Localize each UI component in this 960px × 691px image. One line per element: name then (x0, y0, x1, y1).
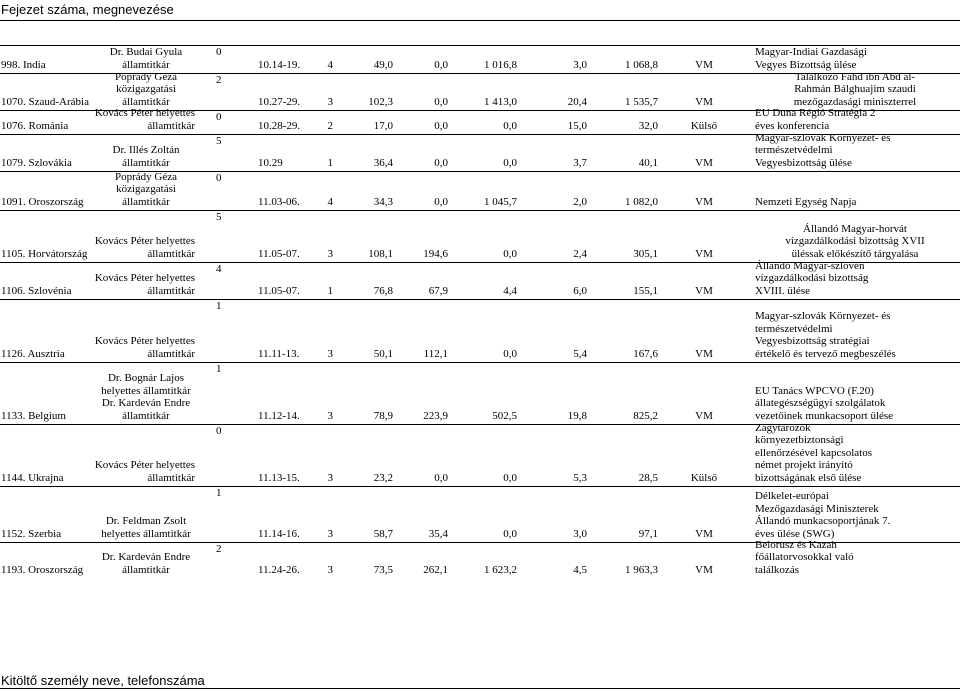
v3-cell: 0,0 (503, 120, 517, 132)
type-cell: VM (695, 285, 713, 297)
v4-cell: 3,0 (573, 528, 587, 540)
event-line: bizottságának első ülése (755, 471, 862, 484)
person-line: Dr. Budai Gyula (109, 46, 183, 58)
event-line: XVIII. ülése (755, 284, 810, 297)
days-cell: 3 (327, 96, 333, 108)
event-line: Magyar-szlovák Környezet- és (755, 131, 891, 144)
person-cell (94, 335, 195, 360)
table-row (0, 538, 960, 578)
country-cell: 1144. Ukrajna (1, 472, 64, 484)
v5-cell: 305,1 (633, 248, 658, 260)
date-cell: 11.14-16. (258, 528, 300, 540)
days-cell: 3 (327, 348, 333, 360)
person-line: Kovács Péter helyettes (94, 107, 195, 119)
v3-cell: 1 623,2 (484, 564, 517, 576)
person-line: államtitkár (122, 95, 170, 108)
person-line: Kovács Péter helyettes (94, 459, 195, 471)
v4-cell: 2,0 (573, 196, 587, 208)
person-line: Dr. Illés Zoltán (112, 144, 180, 156)
v3-cell: 1 413,0 (484, 96, 517, 108)
event-cell (755, 46, 955, 71)
country-cell: 1076. Románia (1, 120, 69, 132)
person-line: Poprády Géza (114, 170, 177, 183)
event-line: Állandó munkacsoportjának 7. (755, 515, 891, 527)
event-line: találkozás (755, 563, 799, 576)
v2-cell: 223,9 (423, 410, 448, 422)
country-cell: 1126. Ausztria (1, 348, 65, 360)
person-line: helyettes államtitkár (101, 527, 191, 540)
days-cell: 3 (327, 564, 333, 576)
row-divider (0, 299, 960, 300)
person-line: államtitkár (122, 58, 170, 71)
v2-cell: 112,1 (423, 348, 448, 360)
contact-person-label: Kitöltő személy neve, telefonszáma (1, 673, 205, 688)
v5-cell: 1 082,0 (625, 196, 658, 208)
v1-cell: 78,9 (373, 410, 393, 422)
v5-cell: 1 068,8 (625, 59, 658, 71)
person-cell (97, 372, 195, 422)
person-line: államtitkár (147, 247, 195, 260)
v1-cell: 17,0 (373, 120, 393, 132)
person-line: államtitkár (147, 471, 195, 484)
country-cell: 1070. Szaud-Arábia (1, 96, 89, 108)
v5-cell: 97,1 (638, 528, 658, 540)
delegates-cell: 0 (216, 111, 222, 123)
person-line: Dr. Feldman Zsolt (105, 515, 187, 527)
date-cell: 11.03-06. (258, 196, 300, 208)
v2-cell: 0,0 (434, 59, 448, 71)
v5-cell: 40,1 (638, 157, 658, 169)
date-cell: 10.29 (258, 157, 283, 169)
event-line: Zagytározók (755, 421, 811, 434)
v1-cell: 76,8 (373, 285, 393, 297)
table-row (0, 131, 960, 171)
days-cell: 3 (327, 248, 333, 260)
event-line: vezetőinek munkacsoport ülése (755, 409, 894, 422)
event-line: Magyar-Indiai Gazdasági (755, 46, 867, 58)
event-line: Állandó Magyar-horvát (803, 222, 907, 235)
event-line: ellenőrzésével kapcsolatos (755, 446, 872, 459)
delegates-cell: 0 (216, 46, 222, 58)
v2-cell: 262,1 (423, 564, 448, 576)
person-cell (97, 46, 195, 71)
event-line: természetvédelmi (755, 322, 833, 335)
country-cell: 1106. Szlovénia (1, 285, 72, 297)
person-line: államtitkár (122, 563, 170, 576)
country-cell: 1079. Szlovákia (1, 157, 72, 169)
v4-cell: 15,0 (567, 120, 587, 132)
event-line: Állandó Magyar-szlovén (755, 259, 865, 272)
event-line: értékelő és tervező megbeszélés (755, 347, 896, 360)
v3-cell: 0,0 (503, 248, 517, 260)
event-line: Rahmán Bálghuajim szaudi (794, 83, 916, 95)
event-cell (755, 223, 955, 261)
event-cell (755, 107, 955, 132)
person-cell (94, 459, 195, 484)
person-line: Dr. Kardeván Endre (101, 551, 191, 563)
person-cell (97, 171, 195, 209)
person-cell (97, 71, 195, 109)
person-line: közigazgatási (116, 183, 176, 195)
row-divider (0, 210, 960, 211)
person-line: államtitkár (147, 347, 195, 360)
v1-cell: 34,3 (373, 196, 393, 208)
type-cell: VM (695, 348, 713, 360)
event-line: Mezőgazdasági Miniszterek (755, 502, 879, 515)
event-cell (755, 132, 955, 170)
v2-cell: 0,0 (434, 96, 448, 108)
event-line: vízgazdálkodási bizottság XVII (785, 235, 925, 247)
event-line: üléssak előkészítő tárgyalása (791, 247, 919, 260)
v2-cell: 0,0 (434, 196, 448, 208)
v5-cell: 28,5 (638, 472, 658, 484)
date-cell: 11.11-13. (258, 348, 300, 360)
person-cell (94, 272, 195, 297)
v4-cell: 3,0 (573, 59, 587, 71)
table-row (0, 45, 960, 73)
delegates-cell: 1 (216, 363, 222, 375)
table-row (0, 210, 960, 262)
date-cell: 10.14-19. (258, 59, 301, 71)
date-cell: 11.05-07. (258, 285, 300, 297)
v3-cell: 0,0 (503, 348, 517, 360)
row-divider (0, 486, 960, 487)
event-line: Találkozó Fahd ibn Abd al- (794, 70, 916, 83)
v3-cell: 502,5 (492, 410, 517, 422)
event-line: mezőgazdasági miniszterrel (793, 95, 917, 108)
delegates-cell: 0 (216, 425, 222, 437)
v5-cell: 167,6 (633, 348, 658, 360)
days-cell: 3 (327, 410, 333, 422)
delegates-cell: 5 (216, 211, 222, 223)
days-cell: 4 (327, 59, 333, 71)
v2-cell: 0,0 (434, 472, 448, 484)
v1-cell: 50,1 (373, 348, 393, 360)
person-line: Poprády Géza (114, 70, 177, 83)
v1-cell: 73,5 (373, 564, 393, 576)
event-line: környezetbiztonsági (755, 434, 844, 446)
event-line: Belorusz és Kazah (755, 538, 837, 551)
v4-cell: 5,3 (573, 472, 587, 484)
days-cell: 1 (327, 285, 333, 297)
event-line: német projekt irányító (755, 459, 853, 471)
type-cell: VM (695, 248, 713, 260)
v2-cell: 67,9 (428, 285, 448, 297)
v5-cell: 825,2 (633, 410, 658, 422)
event-cell (755, 385, 955, 423)
event-cell (755, 71, 955, 109)
delegates-cell: 4 (216, 263, 222, 275)
person-line: közigazgatási (116, 83, 176, 95)
v4-cell: 5,4 (573, 348, 587, 360)
type-cell: Külső (690, 120, 718, 132)
person-line: helyettes államtitkár (101, 384, 191, 397)
person-cell (94, 235, 195, 260)
person-line: államtitkár (122, 409, 170, 422)
v2-cell: 0,0 (434, 157, 448, 169)
table-row (0, 299, 960, 362)
person-line: Kovács Péter helyettes (94, 235, 195, 247)
type-cell: VM (695, 528, 713, 540)
v5-cell: 1 535,7 (625, 96, 658, 108)
type-cell: Külső (690, 472, 718, 484)
type-cell: VM (695, 157, 713, 169)
v3-cell: 1 016,8 (484, 59, 517, 71)
v4-cell: 20,4 (567, 96, 587, 108)
v1-cell: 23,2 (373, 472, 393, 484)
person-line: államtitkár (147, 284, 195, 297)
person-line: Kovács Péter helyettes (94, 272, 195, 284)
event-line: Délkelet-európai (755, 490, 829, 502)
person-line: Kovács Péter helyettes (94, 335, 195, 347)
person-cell (97, 551, 195, 576)
v3-cell: 4,4 (503, 285, 517, 297)
v1-cell: 36,4 (373, 157, 393, 169)
event-line: főállatorvosokkal való (755, 551, 854, 563)
v5-cell: 1 963,3 (625, 564, 658, 576)
table-row (0, 259, 960, 299)
table-row (0, 107, 960, 134)
v4-cell: 2,4 (573, 248, 587, 260)
event-cell (755, 422, 955, 485)
table-row (0, 70, 960, 110)
country-cell: 1193. Oroszország (1, 564, 84, 576)
delegates-cell: 0 (216, 172, 222, 184)
event-cell (755, 260, 955, 298)
delegates-cell: 1 (216, 487, 222, 499)
person-line: államtitkár (122, 156, 170, 169)
days-cell: 2 (327, 120, 333, 132)
days-cell: 3 (327, 528, 333, 540)
v2-cell: 0,0 (434, 120, 448, 132)
v2-cell: 35,4 (428, 528, 448, 540)
days-cell: 3 (327, 472, 333, 484)
date-cell: 10.27-29. (258, 96, 301, 108)
delegates-cell: 2 (216, 74, 222, 86)
country-cell: 1152. Szerbia (1, 528, 62, 540)
event-line: Vegyesbizottság stratégiai (755, 335, 870, 347)
event-line: Vegyesbizottság ülése (755, 156, 852, 169)
delegates-cell: 5 (216, 135, 222, 147)
table-row (0, 486, 960, 542)
country-cell: 1091. Oroszország (1, 196, 84, 208)
event-cell (755, 539, 955, 577)
person-cell (94, 107, 195, 132)
event-line: állategészségügyi szolgálatok (755, 397, 886, 409)
table-row (0, 171, 960, 210)
person-line: Dr. Kardeván Endre (101, 397, 191, 409)
chapter-title: Fejezet száma, megnevezése (1, 2, 174, 17)
event-line: Vegyes Bizottság ülése (755, 58, 857, 71)
person-cell (97, 515, 195, 540)
v4-cell: 19,8 (567, 410, 587, 422)
v3-cell: 0,0 (503, 157, 517, 169)
person-line: államtitkár (147, 119, 195, 132)
v3-cell: 0,0 (503, 472, 517, 484)
delegates-cell: 2 (216, 543, 222, 555)
table-row (0, 362, 960, 424)
date-cell: 11.05-07. (258, 248, 300, 260)
days-cell: 4 (327, 196, 333, 208)
event-line: természetvédelmi (755, 144, 833, 156)
type-cell: VM (695, 96, 713, 108)
type-cell: VM (695, 410, 713, 422)
v5-cell: 32,0 (638, 120, 658, 132)
v1-cell: 108,1 (368, 248, 393, 260)
footer-divider (0, 688, 960, 689)
event-line: Nemzeti Egység Napja (755, 195, 857, 208)
delegates-cell: 1 (216, 300, 222, 312)
v5-cell: 155,1 (633, 285, 658, 297)
event-line: Magyar-szlovák Környezet- és (755, 310, 891, 322)
row-divider (0, 362, 960, 363)
event-cell (755, 310, 955, 360)
event-line: éves konferencia (755, 119, 830, 132)
v4-cell: 4,5 (573, 564, 587, 576)
event-cell (755, 490, 955, 540)
event-line: éves ülése (SWG) (755, 527, 835, 540)
date-cell: 11.24-26. (258, 564, 300, 576)
person-line: államtitkár (122, 195, 170, 208)
person-cell (97, 144, 195, 169)
v1-cell: 102,3 (368, 96, 393, 108)
country-cell: 1105. Horvátország (1, 248, 88, 260)
v3-cell: 0,0 (503, 528, 517, 540)
v4-cell: 3,7 (573, 157, 587, 169)
person-line: Dr. Bognár Lajos (107, 372, 185, 384)
event-line: EU Tanács WPCVO (F.20) (755, 384, 874, 397)
type-cell: VM (695, 59, 713, 71)
v1-cell: 58,7 (373, 528, 393, 540)
v1-cell: 49,0 (373, 59, 393, 71)
event-line: vízgazdálkodási bizottság (755, 272, 869, 284)
event-cell (755, 196, 955, 209)
v3-cell: 1 045,7 (484, 196, 517, 208)
type-cell: VM (695, 564, 713, 576)
date-cell: 11.12-14. (258, 410, 300, 422)
country-cell: 1133. Belgium (1, 410, 66, 422)
v2-cell: 194,6 (423, 248, 448, 260)
date-cell: 10.28-29. (258, 120, 301, 132)
days-cell: 1 (327, 157, 333, 169)
table-row (0, 421, 960, 486)
event-line: EU Duna Régió Stratégia 2 (755, 107, 876, 119)
type-cell: VM (695, 196, 713, 208)
date-cell: 11.13-15. (258, 472, 300, 484)
v4-cell: 6,0 (573, 285, 587, 297)
country-cell: 998. India (1, 59, 46, 71)
